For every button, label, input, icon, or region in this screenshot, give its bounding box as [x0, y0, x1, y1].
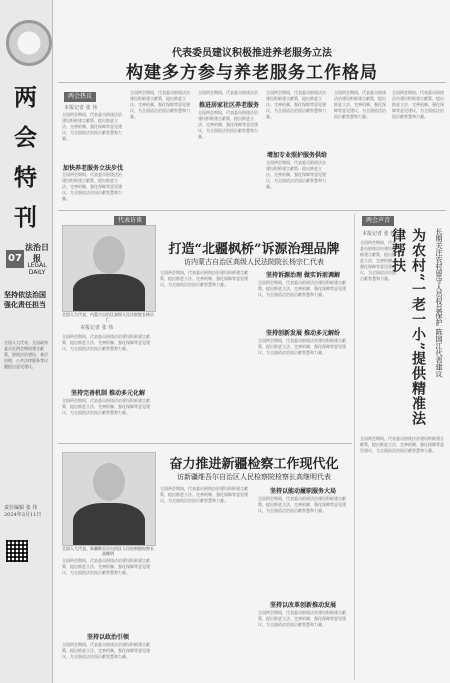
story-c-col-1b: 全国两会期间，代表委员围绕法治建设积极建言献策，提出推进立法、完善机制、强化保障等意见建议，为全面依法治国贡献智慧和力量。: [62, 642, 150, 659]
top-col-1: 全国两会期间，代表委员围绕法治建设积极建言献策，提出推进立法、完善机制、强化保障等意见建议，为全面依法治国贡献智慧和力量。: [62, 112, 122, 141]
story-c-col-3b: 全国两会期间，代表委员围绕法治建设积极建言献策，提出推进立法、完善机制、强化保障等意见建议，为全面依法治国贡献智慧和力量。: [258, 610, 346, 627]
story-c-subtitle: 访新疆维吾尔自治区人民检察院检察长高继明代表: [177, 473, 331, 481]
story-d-body: 全国两会期间，代表委员围绕法治建设积极建言献策，提出推进立法、完善机制、强化保障等意见建议，为全面依法治国贡献智慧和力量。: [360, 436, 444, 453]
story-c-caption: 全国人大代表、新疆维吾尔自治区人民检察院检察长高继明: [62, 546, 154, 556]
rail-headline: 坚持依法治国 强化责任担当: [4, 290, 46, 309]
story-b-portrait: [62, 225, 156, 312]
story-b-col-1b: 全国两会期间，代表委员围绕法治建设积极建言献策，提出推进立法、完善机制、强化保障等意见建议，为全面依法治国贡献智慧和力量。: [62, 398, 150, 415]
story-b-caption: 全国人大代表、内蒙古自治区高级人民法院院长杨宗仁: [62, 312, 154, 322]
story-c-portrait: [62, 452, 156, 546]
issue-number: 07: [6, 250, 24, 268]
top-story-kicker: 代表委员建议积极推进养老服务立法: [172, 48, 332, 59]
story-b-subhead-2: 坚持诉源治理 做实诉前调解: [265, 272, 341, 279]
story-d-col-lead: 全国两会期间，代表委员围绕法治建设积极建言献策，提出推进立法、完善机制、强化保障等意见建议，为全面依法治国贡献智慧和力量。: [360, 240, 396, 281]
story-c-col-2: 全国两会期间，代表委员围绕法治建设积极建言献策，提出推进立法、完善机制、强化保障等意见建议，为全面依法治国贡献智慧和力量。: [160, 486, 248, 503]
top-col-3-lead: 全国两会期间，代表委员围绕法治: [198, 90, 258, 95]
story-b-byline: 本报记者 张 伟: [80, 325, 114, 331]
story-d-title: 为农村“一老一小”提供精准法律帮扶: [390, 228, 426, 427]
emblem-icon: [6, 20, 52, 66]
story-d-tag: 两会声音: [362, 216, 394, 226]
story-c-col-1: 全国两会期间，代表委员围绕法治建设积极建言献策，提出推进立法、完善机制、强化保障等意见建议，为全面依法治国贡献智慧和力量。: [62, 558, 150, 575]
rail-title: 两会特刊: [14, 84, 38, 231]
left-rail: [0, 0, 53, 683]
qr-code-icon: [6, 540, 28, 562]
story-d-subtitle: 长期关注农村留守人员权益保护 陈国江代表建议: [435, 228, 443, 378]
story-b-col-2: 全国两会期间，代表委员围绕法治建设积极建言献策，提出推进立法、完善机制、强化保障等意见建议，为全面依法治国贡献智慧和力量。: [160, 270, 248, 287]
story-c-subhead-1: 坚持以政治引领: [86, 634, 129, 641]
top-col-3: 全国两会期间，代表委员围绕法治建设积极建言献策，提出推进立法、完善机制、强化保障等意见建议，为全面依法治国贡献智慧和力量。: [198, 110, 258, 139]
top-subhead-1: 加快养老服务立法步伐: [62, 165, 123, 172]
newspaper-brand: 法治日报: [25, 242, 49, 263]
top-col-5: 全国两会期间，代表委员围绕法治建设积极建言献策，提出推进立法、完善机制、强化保障等意见建议，为全面依法治国贡献智慧和力量。: [334, 90, 386, 119]
story-b-subtitle: 访内蒙古自治区高级人民法院院长杨宗仁代表: [184, 258, 324, 266]
top-col-4b: 全国两会期间，代表委员围绕法治建设积极建言献策，提出推进立法、完善机制、强化保障等意见建议，为全面依法治国贡献智慧和力量。: [266, 160, 326, 189]
top-col-6: 全国两会期间，代表委员围绕法治建设积极建言献策，提出推进立法、完善机制、强化保障等意见建议，为全面依法治国贡献智慧和力量。: [392, 90, 444, 119]
story-b-col-1: 全国两会期间，代表委员围绕法治建设积极建言献策，提出推进立法、完善机制、强化保障等意见建议，为全面依法治国贡献智慧和力量。: [62, 334, 150, 351]
story-b-col-3: 全国两会期间，代表委员围绕法治建设积极建言献策，提出推进立法、完善机制、强化保障等意见建议，为全面依法治国贡献智慧和力量。: [258, 280, 346, 297]
story-c-col-3: 全国两会期间，代表委员围绕法治建设积极建言献策，提出推进立法、完善机制、强化保障等意见建议，为全面依法治国贡献智慧和力量。: [258, 496, 346, 513]
divider: [58, 443, 352, 444]
top-subhead-2: 推进居家社区养老服务: [198, 102, 259, 109]
rail-body: 全国人大代表、全国政协委员在两会期间建言献策，围绕法治建设、基层治理、公共法律服务等议题提出意见建议。: [4, 340, 48, 369]
top-subhead-3: 增加专业照护服务供给: [266, 152, 327, 159]
main-content: [58, 0, 446, 683]
top-col-2: 全国两会期间，代表委员围绕法治建设积极建言献策，提出推进立法、完善机制、强化保障等意见建议，为全面依法治国贡献智慧和力量。: [130, 90, 190, 119]
story-c-title: 奋力推进新疆检察工作现代化: [169, 457, 339, 472]
top-col-1b: 全国两会期间，代表委员围绕法治建设积极建言献策，提出推进立法、完善机制、强化保障等意见建议，为全面依法治国贡献智慧和力量。: [62, 172, 122, 201]
story-b-col-3b: 全国两会期间，代表委员围绕法治建设积极建言献策，提出推进立法、完善机制、强化保障等意见建议，为全面依法治国贡献智慧和力量。: [258, 338, 346, 355]
divider: [58, 210, 446, 211]
top-col-4: 全国两会期间，代表委员围绕法治建设积极建言献策，提出推进立法、完善机制、强化保障等意见建议，为全面依法治国贡献智慧和力量。: [266, 90, 326, 119]
story-b-subhead-1: 坚持完善机制 推动多元化解: [70, 390, 146, 397]
rail-footer: 责任编辑 张 伟 2024年3月11日: [4, 505, 42, 518]
story-b-subhead-3: 坚持创新发展 推动多元解纷: [265, 330, 341, 337]
divider: [58, 82, 446, 83]
story-b-title: 打造“北疆枫桥”诉源治理品牌: [168, 242, 340, 257]
top-story-title: 构建多方参与养老服务工作格局: [126, 63, 378, 83]
top-story-byline: 本报记者 张 伟: [64, 105, 98, 111]
story-c-subhead-3: 坚持以改革创新推动发展: [269, 602, 336, 609]
story-d-byline: 本报记者 张 伟: [362, 231, 396, 237]
story-b-tag: 代表访谈: [114, 216, 146, 226]
story-c-subhead-2: 坚持以能动履职服务大局: [269, 488, 336, 495]
divider: [354, 214, 355, 680]
top-story-tag: 两会热议: [64, 92, 96, 102]
newspaper-brand-en: LEGAL DAILY: [27, 262, 47, 276]
